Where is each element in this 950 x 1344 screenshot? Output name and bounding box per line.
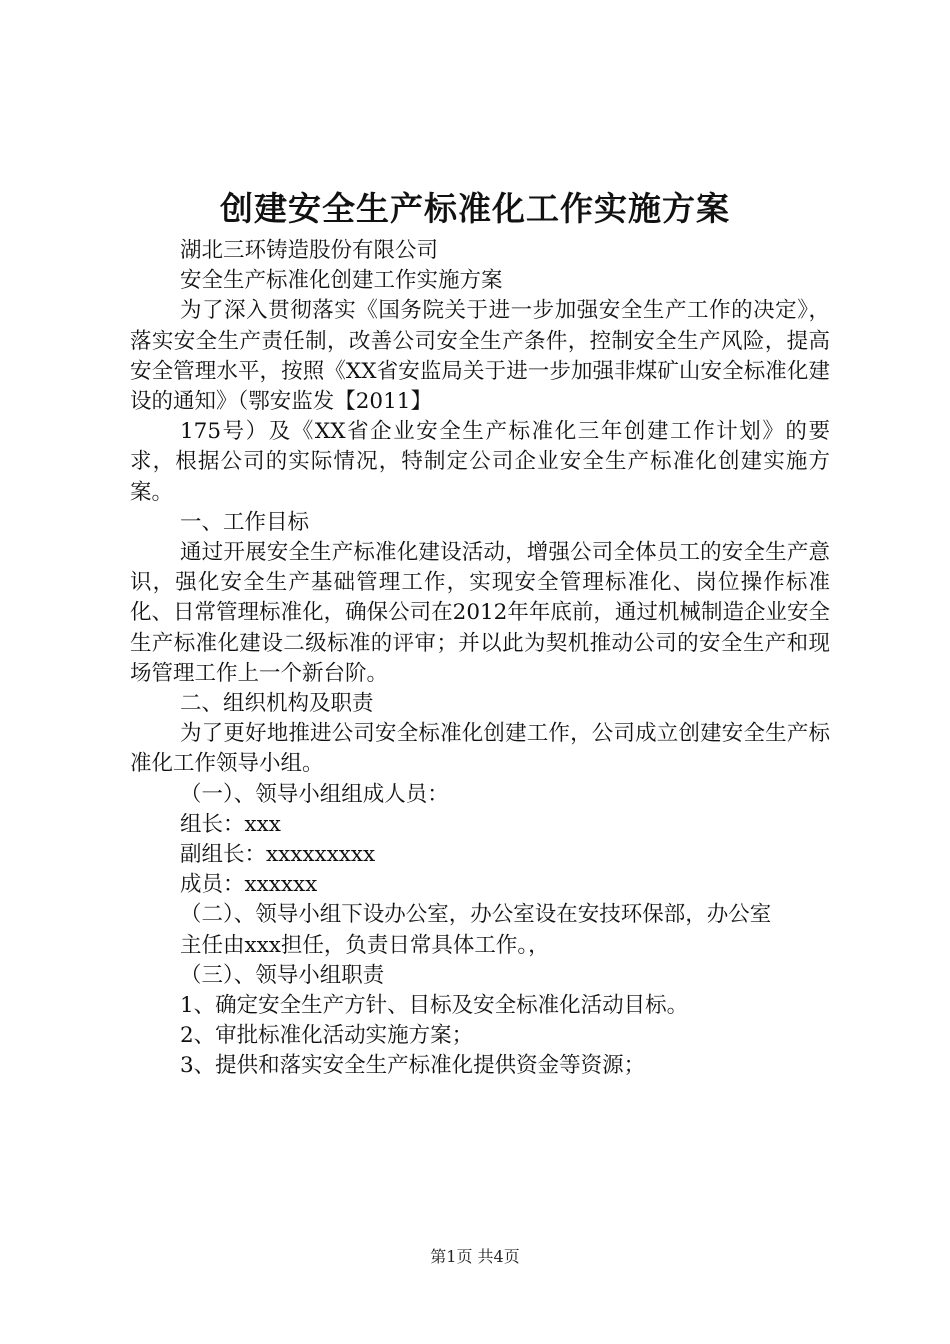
member-deputy-line: 副组长：xxxxxxxxx (180, 842, 376, 868)
document-title: 创建安全生产标准化工作实施方案 (220, 189, 730, 228)
duty-item-1: 1、确定安全生产方针、目标及安全标准化活动目标。 (180, 993, 689, 1019)
duty-item-3: 3、提供和落实安全生产标准化提供资金等资源； (180, 1053, 646, 1079)
member-members-line: 成员：xxxxxx (180, 872, 318, 898)
document-body (130, 236, 830, 1082)
plan-subtitle-line: 安全生产标准化创建工作实施方案 (180, 268, 503, 294)
intro-paragraph-continued: 175号）及《XX省企业安全生产标准化三年创建工作计划》的要求，根据公司的实际情况，特制定公司企业安全生产标准化创建实施方案。 (130, 419, 830, 505)
subsection-heading-members: （一）、领导小组组成人员： (180, 781, 449, 807)
page-number-footer: 第1页 共4页 (430, 1247, 520, 1266)
section-heading-organization: 二、组织机构及职责 (180, 691, 374, 717)
intro-paragraph: 为了深入贯彻落实《国务院关于进一步加强安全生产工作的决定》，落实安全生产责任制，改善公司安全生产条件，控制安全生产风险，提高安全管理水平，按照《XX省安监局关于进一步加强非煤矿山安全标准化建设的通知》（鄂安监发【2011】 (130, 298, 830, 415)
subsection-office-paragraph: （二）、领导小组下设办公室，办公室设在安技环保部，办公室 (180, 902, 772, 928)
member-leader-line: 组长：xxx (180, 811, 281, 837)
company-name-line: 湖北三环铸造股份有限公司 (180, 238, 439, 263)
duty-item-2: 2、审批标准化活动实施方案； (180, 1023, 474, 1049)
subsection-heading-duties: （三）、领导小组职责 (180, 962, 385, 988)
office-director-line: 主任由xxx担任，负责日常具体工作。， (180, 932, 550, 958)
organization-paragraph: 为了更好地推进公司安全标准化创建工作，公司成立创建安全生产标准化工作领导小组。 (130, 721, 830, 777)
section-heading-work-goal: 一、工作目标 (180, 509, 310, 535)
work-goal-paragraph: 通过开展安全生产标准化建设活动，增强公司全体员工的安全生产意识，强化安全生产基础管理工作，实现安全管理标准化、岗位操作标准化、日常管理标准化，确保公司在2012年年底前，通过机械制造企业安全生产标准化建设二级标准的评审；并以此为契机推动公司的安全生产和现场管理工作上一个新台阶。 (130, 540, 830, 686)
